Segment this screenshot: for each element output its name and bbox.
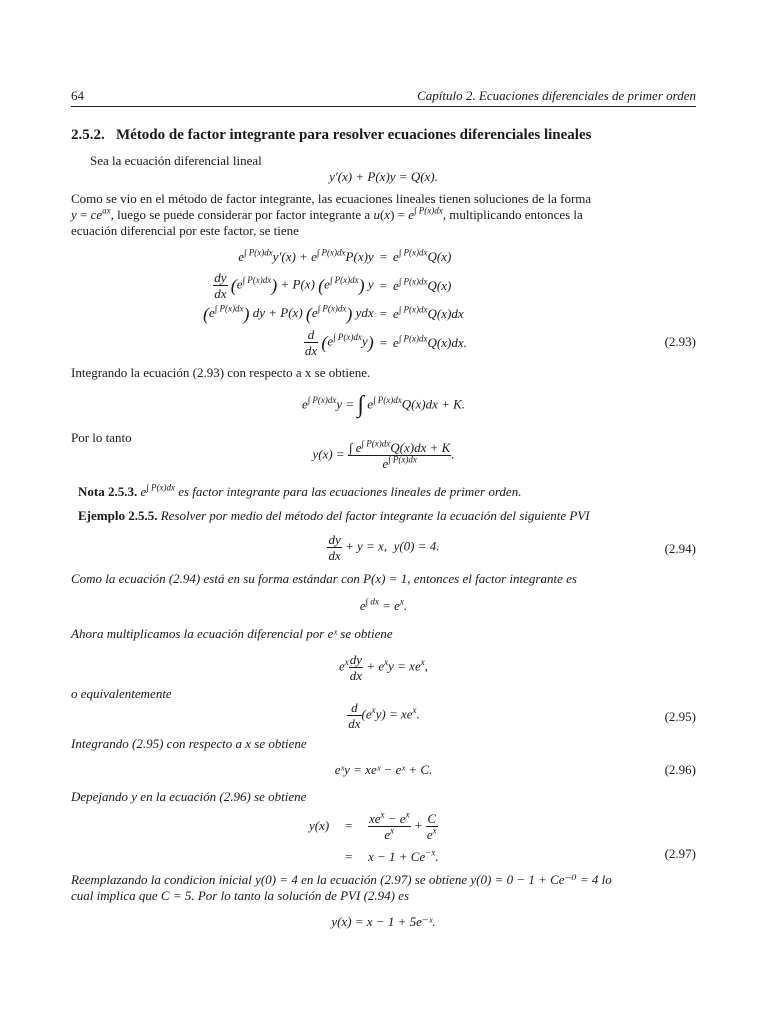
- equation-multiplied: $e^x$ $\frac{dy}{dx}$ + $e^xy = xe^x$,: [339, 652, 428, 683]
- equation-final-text: y(x) = x − 1 + 5e⁻ˣ.: [331, 914, 436, 929]
- tag-297: (2.97): [664, 846, 696, 861]
- equation-factor: $e^{\int dx} = e^x$.: [359, 596, 408, 613]
- equation-integrated: $e^{\int P(x)dx}y$ = ∫ $e^{\int P(x)dx}Q(x)dx + K$.: [301, 392, 466, 418]
- note-253: Nota 2.5.3. $e^{\int P(x)dx}$ es factor integrante para las ecuaciones lineales de primer orden.: [78, 482, 522, 499]
- tag-295: (2.95): [664, 709, 696, 724]
- equation-295: $\frac{d}{dx}$ $(e^xy) = xe^x$.: [348, 700, 420, 731]
- note-label: Nota 2.5.3.: [78, 484, 138, 499]
- equation-array-293: $e^{\int P(x)dx}y'(x) + e^{\int P(x)dx}P(x)y$ = $e^{\int P(x)dx}Q(x)$ $\frac{dy}{dx}$ $(e^{\int P(x)dx}) + P(x)$ $(e^{\int P(x)dx})$ y = $e^{\int P(x)dx}Q(x)$ $(e^{\int P(x)dx})$ dy + P(x) $(e^{\int P(x)dx})$ ydx = $e^{\int P(x)dx}Q(x)dx$ $\frac{d}{dx}$ $(e^{\int P(x)dx}y)$ = $e^{\int P(x)dx}Q(x)dx$.: [203, 247, 467, 358]
- method-text-b: , multiplicando entonces la: [442, 207, 583, 222]
- equation-296: [71, 762, 696, 778]
- equation-linear: [71, 169, 696, 185]
- paragraph-intro: Sea la ecuación diferencial lineal: [90, 153, 262, 168]
- equation-pvi: $\frac{dy}{dx}$ + y = x, y(0) = 4.: [328, 532, 440, 563]
- paragraph-therefore: Por lo tanto: [71, 430, 132, 445]
- note-text: es factor integrante para las ecuaciones lineales de primer orden.: [178, 484, 522, 499]
- equation-array-297: y(x) = $\frac{xe^x - e^x}{e^x}$ + $\frac{C}{e^x}$ = $x - 1 + Ce^{-x}$.: [309, 809, 439, 864]
- paragraph-method-line2: $y = ce^{ax}$, luego se puede considerar por factor integrante a $u(x) = e^{\int P(x)dx}$, multiplicando entonces la: [71, 205, 583, 222]
- equation-296-text: eˣy = xeˣ − eˣ + C.: [334, 762, 433, 777]
- section-title: Método de factor integrante para resolver ecuaciones diferenciales lineales: [116, 127, 592, 143]
- paragraph-initial-condition-2: cual implica que C = 5. Por lo tanto la solución de PVI (2.94) es: [71, 888, 410, 903]
- page-number: 64: [71, 88, 84, 103]
- paragraph-solving: Depejando y en la ecuación (2.96) se obtiene: [71, 789, 307, 804]
- paragraph-standard-form: Como la ecuación (2.94) está en su forma estándar con P(x) = 1, entonces el factor integrante es: [71, 571, 577, 586]
- paragraph-multiply: Ahora multiplicamos la ecuación diferencial por eˣ se obtiene: [71, 626, 393, 641]
- tag-296: (2.96): [664, 762, 696, 777]
- method-text-a: , luego se puede considerar por factor integrante a: [110, 207, 374, 222]
- paragraph-initial-condition-1: Reemplazando la condicion inicial y(0) = 4 en la ecuación (2.97) se obtiene y(0) = 0 − 1 + Ce⁻⁰ = 4 lo: [71, 872, 612, 887]
- equation-final: [71, 914, 696, 930]
- tag-294: (2.94): [664, 541, 696, 556]
- section-heading: [71, 127, 591, 143]
- section-number: 2.5.2.: [71, 127, 105, 143]
- running-header: Capítulo 2. Ecuaciones diferenciales de primer orden: [417, 88, 696, 103]
- header-rule: [71, 106, 696, 107]
- paragraph-method-line3: ecuación diferencial por este factor, se tiene: [71, 223, 299, 238]
- equation-solution-general: y(x) = $\frac{\int e^{\int P(x)dx}Q(x)dx + K}{e^{\int P(x)dx}}$ .: [312, 438, 455, 471]
- example-255: [78, 508, 590, 524]
- paragraph-integrating-295: Integrando (2.95) con respecto a x se obtiene: [71, 736, 307, 751]
- equation-linear-text: y′(x) + P(x)y = Q(x).: [329, 169, 438, 184]
- example-text: Resolver por medio del método del factor integrante la ecuación del siguiente PVI: [160, 508, 590, 523]
- tag-293: (2.93): [664, 334, 696, 349]
- example-label: Ejemplo 2.5.5.: [78, 508, 158, 523]
- paragraph-equivalently: o equivalentemente: [71, 686, 172, 701]
- paragraph-integrating: Integrando la ecuación (2.93) con respecto a x se obtiene.: [71, 365, 371, 380]
- paragraph-method-line1: Como se vio en el método de factor integrante, las ecuaciones lineales tienen soluciones de la forma: [71, 191, 592, 206]
